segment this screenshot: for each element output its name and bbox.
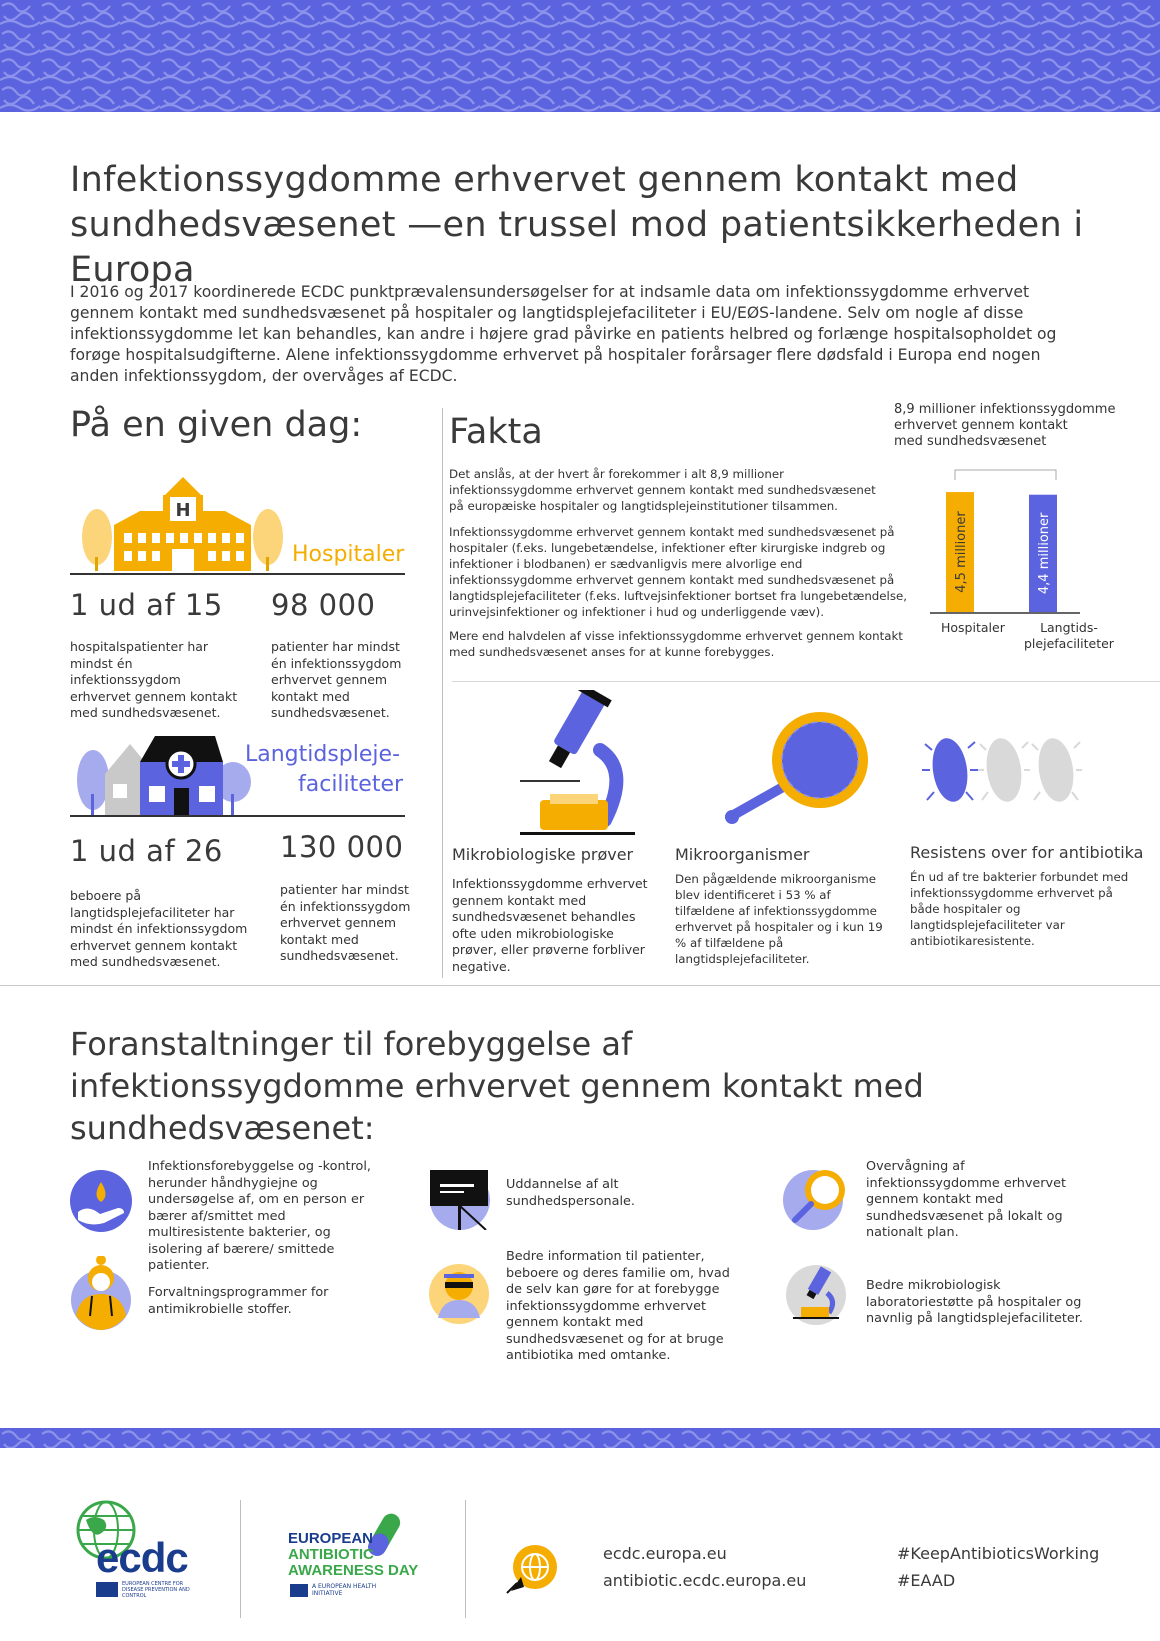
hospital-baseline <box>70 573 405 575</box>
chart-cat-hospital: Hospitaler <box>941 620 1005 635</box>
bar-chart <box>930 468 1090 618</box>
chart-total-bracket <box>955 470 1056 480</box>
ltcf-stat1-text: beboere på langtidsplejefaciliteter har mindst én infektionssygdom erhvervet gennem kontakt med sundhedsvæsenet. <box>70 888 248 969</box>
top-pattern-band <box>0 0 1160 112</box>
eu-flag-icon <box>96 1582 118 1597</box>
ltcf-house-icon <box>75 734 255 818</box>
svg-text:H: H <box>175 500 191 521</box>
squiggle-pattern <box>0 0 1160 112</box>
web-globe-icon <box>505 1543 563 1595</box>
ltcf-baseline <box>70 815 405 817</box>
hospital-stat1-text: hospitalspatienter har mindst én infektionssygdom erhvervet gennem kontakt med sundhedsvæsenet. <box>70 639 238 720</box>
ltcf-stat2-value: 130 000 <box>280 830 404 864</box>
squiggle-pattern <box>0 1428 1160 1448</box>
chart-data-label: 4,4 millioner <box>1037 512 1052 595</box>
card2-text: Den pågældende mikroorganisme blev identificeret i 53 % af tilfældene af infektionssygdomme erhvervet på hospitaler og i kun 19 % af tilfældene på langtidsplejefaciliteter. <box>675 872 883 966</box>
intro-paragraph: I 2016 og 2017 koordinerede ECDC punktprævalensundersøgelser for at indsamle data om infektionssygdomme erhvervet gennem kontakt med sundhedsvæsenet på hospitaler og langtidsplejefaciliteter i EU/EØS-landene. Selv om nogle af disse infektionssygdomme let kan behandles, kan andre i højere grad påvirke en patients helbred og forlænge hospitalsopholdet og forøge hospitalsudgifterne. Alene infektionssygdomme erhvervet på hospitaler forårsager flere dødsfald i Europa end nogen anden infektionssygdom, der overvåges af ECDC. <box>70 283 1057 385</box>
page-title: Infektionssygdomme erhvervet gennem kontakt med sundhedsvæsenet —en trussel mod patientsikkerheden i Europa <box>70 160 1084 290</box>
prevention-item-4: Forvaltningsprogrammer for antimikrobielle stoffer. <box>148 1285 329 1317</box>
ecdc-subtitle: EUROPEAN CENTRE FOR DISEASE PREVENTION AND CONTROL <box>122 1581 190 1599</box>
chart-cat-ltcf-line: Langtids- <box>1040 620 1098 635</box>
link-antibiotic[interactable]: antibiotic.ecdc.europa.eu <box>603 1571 807 1590</box>
pharmacist-icon <box>70 1256 132 1330</box>
chart-cat-ltcf-line: plejefaciliteter <box>1024 636 1114 651</box>
hospital-stat2-text: patienter har mindst én infektionssygdom erhvervet gennem kontakt med sundhedsvæsenet. <box>271 639 402 720</box>
ltcf-stat2-text: patienter har mindst én infektionssygdom erhvervet gennem kontakt med sundhedsvæsenet. <box>280 882 411 963</box>
ltcf-stat1-value: 1 ud af 26 <box>70 834 223 868</box>
link-ecdc[interactable]: ecdc.europa.eu <box>603 1544 727 1563</box>
prevention-item-3: Overvågning af infektionssygdomme erhvervet gennem kontakt med sundhedsvæsenet på lokalt og nationalt plan. <box>866 1159 1067 1240</box>
microscope-small-icon <box>785 1263 847 1327</box>
eaad-line2: ANTIBIOTIC <box>288 1546 374 1563</box>
prevention-item-1: Infektionsforebyggelse og -kontrol, herunder håndhygiejne og undersøgelse af, om en person er bærer af/smittet med multiresistente bakterier, og isolering af bærere/ smittede patienter. <box>148 1159 372 1273</box>
facts-heading: Fakta <box>449 412 543 452</box>
hashtag-eaad[interactable]: #EAAD <box>897 1571 956 1590</box>
bottom-pattern-band <box>0 1428 1160 1448</box>
prevention-heading: Foranstaltninger til forebyggelse af infektionssygdomme erhvervet gennem kontakt med sundhedsvæsenet: <box>70 1025 924 1147</box>
chart-data-label: 4,5 millioner <box>954 511 969 593</box>
card1-title: Mikrobiologiske prøver <box>452 845 634 864</box>
prevention-item-5: Bedre information til patienter, beboere og deres familie om, hvad de selv kan gøre for at forebygge infektionssygdomme erhvervet gennem kontakt med sundhedsvæsenet og for at bruge antibiotika med omtanke. <box>506 1249 730 1363</box>
card2-title: Mikroorganismer <box>675 845 810 864</box>
magnifier-surveillance-icon <box>783 1166 851 1230</box>
prevention-item-2: Uddannelse af alt sundhedspersonale. <box>506 1177 635 1209</box>
card3-title: Resistens over for antibiotika <box>910 843 1144 862</box>
eaad-line3: AWARENESS DAY <box>288 1562 419 1579</box>
chart-title-line: med sundhedsvæsenet <box>894 434 1047 449</box>
chart-title-line: erhvervet gennem kontakt <box>894 418 1068 433</box>
bacterium-resistant <box>922 736 978 804</box>
ltcf-label-line1: Langtidspleje- <box>245 742 401 767</box>
eu-flag-icon <box>290 1584 308 1597</box>
chart-cat-ltcf <box>1024 620 1114 652</box>
bacteria-icon <box>922 730 1082 810</box>
microscope-icon <box>520 690 635 835</box>
facts-p1: Det anslås, at der hvert år forekommer i alt 8,9 millioner infektionssygdomme erhvervet gennem kontakt med sundhedsvæsenet på europæiske hospitaler og langtidsplejeinstitutioner tilsammen. <box>449 467 876 513</box>
column-divider <box>442 408 443 978</box>
card1-text: Infektionssygdomme erhvervet gennem kontakt med sundhedsvæsenet behandles ofte uden mikrobiologiske prøver, eller prøverne forbliver negative. <box>452 876 648 974</box>
ltcf-label-line2: faciliteter <box>298 772 404 797</box>
chart-title <box>894 402 1124 450</box>
ecdc-logo <box>72 1500 197 1600</box>
hospital-icon <box>80 475 285 575</box>
prevention-item-6: Bedre mikrobiologisk laboratoriestøtte på hospitaler og navnlig på langtidsplejefaciliteter. <box>866 1278 1083 1326</box>
footer-divider-2 <box>465 1500 466 1618</box>
chart-title-line: 8,9 millioner infektionssygdomme <box>894 402 1116 417</box>
facts-p3: Mere end halvdelen af visse infektionssygdomme erhvervet gennem kontakt med sundhedsvæsenet anses for at kunne forebygges. <box>449 629 903 659</box>
hospital-stat2-value: 98 000 <box>271 588 376 622</box>
ecdc-wordmark: ecdc <box>96 1534 188 1581</box>
footer-divider-1 <box>240 1500 241 1618</box>
eaad-logo <box>288 1508 428 1603</box>
presentation-board-icon <box>428 1166 492 1230</box>
section-divider <box>0 985 1160 986</box>
magnifier-icon <box>720 705 875 825</box>
facts-divider <box>452 681 1160 682</box>
eaad-subtitle: A EUROPEAN HEALTH INITIATIVE <box>312 1583 377 1597</box>
hospital-label: Hospitaler <box>292 542 405 567</box>
hospital-stat1-value: 1 ud af 15 <box>70 588 223 622</box>
patient-icon <box>428 1262 490 1326</box>
hashtag-keep-antibiotics-working[interactable]: #KeepAntibioticsWorking <box>897 1544 1100 1563</box>
on-a-given-day-heading: På en given dag: <box>70 405 363 445</box>
eaad-line1: EUROPEAN <box>288 1530 374 1547</box>
hand-hygiene-icon <box>70 1170 132 1232</box>
facts-p2: Infektionssygdomme erhvervet gennem kontakt med sundhedsvæsenet på hospitaler (f.eks. lungebetændelse, infektioner efter kirurgiske indgreb og infektioner i blodbanen) er sædvanligvis mere alvorlige end infektionssygdomme erhvervet gennem kontakt med sundhedsvæsenet på langtidsplejefaciliteter (f.eks. luftvejsinfektioner bortset fra lungebetændelse, urinvejsinfektioner og infektioner i hud og underliggende væv). <box>449 525 907 619</box>
card3-text: Én ud af tre bakterier forbundet med infektionssygdomme erhvervet på både hospitaler og langtidsplejefaciliteter var antibiotikaresistente. <box>910 870 1129 948</box>
